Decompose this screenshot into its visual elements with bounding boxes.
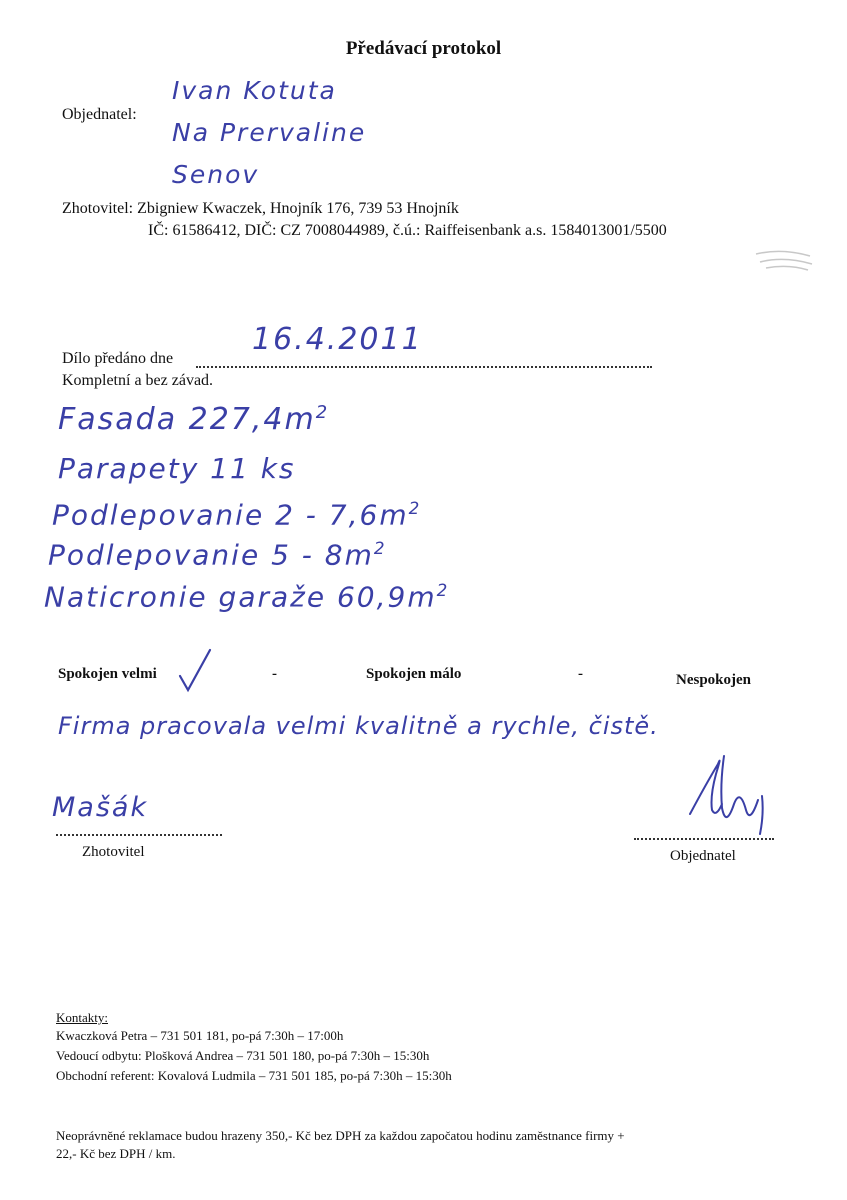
objednatel-signature-line <box>634 838 774 840</box>
customer-comment: Firma pracovala velmi kvalitně a rychle, čistě. <box>58 712 659 740</box>
handover-status: Kompletní a bez závad. <box>62 372 214 389</box>
satisfaction-sep-2: - <box>578 666 583 682</box>
item-3: Podlepovanie $2 - 7,6m^2$ <box>52 498 422 532</box>
smudge-mark <box>752 244 816 274</box>
objednatel-signature-scribble <box>676 744 776 840</box>
objednatel-city: Senov <box>172 160 260 189</box>
contact-line-2: Vedoucí odbytu: Plošková Andrea – 731 501 180, po-pá 7:30h – 15:30h <box>56 1048 430 1063</box>
objednatel-label: Objednatel <box>670 848 736 864</box>
objednatel-name: Ivan Kotuta <box>172 76 337 105</box>
page-title: Předávací protokol <box>345 38 502 59</box>
item-5: Naticronie garaže $60,9m^2$ <box>44 580 450 614</box>
item-1: Fasada $227,4m^2$ <box>58 402 330 437</box>
item-4: Podlepovanie $5 - 8m^2$ <box>48 538 387 572</box>
objednatel-label: Objednatel: <box>62 106 137 123</box>
complaint-note-line-1: Neoprávněné reklamace budou hrazeny 350,- Kč bez DPH za každou započatou hodinu zaměstnance firmy + <box>56 1128 625 1143</box>
zhotovitel-signature-line <box>56 834 222 836</box>
zhotovitel-ids: IČ: 61586412, DIČ: CZ 7008044989, č.ú.: Raiffeisenbank a.s. 1584013001/5500 <box>148 222 667 239</box>
contact-line-1: Kwaczková Petra – 731 501 181, po-pá 7:30h – 17:00h <box>56 1028 344 1043</box>
complaint-note-line-2: 22,- Kč bez DPH / km. <box>56 1146 176 1161</box>
satisfaction-not: Nespokojen <box>676 672 752 688</box>
handover-date: 16.4.2011 <box>252 322 423 357</box>
contact-line-3: Obchodní referent: Kovalová Ludmila – 731 501 185, po-pá 7:30h – 15:30h <box>56 1068 452 1083</box>
date-dotted-line <box>196 366 652 368</box>
contacts-heading: Kontakty: <box>56 1010 108 1025</box>
zhotovitel-signature: Mašák <box>52 792 149 823</box>
zhotovitel-label: Zhotovitel <box>82 844 145 860</box>
satisfaction-very: Spokojen velmi <box>58 666 157 682</box>
check-mark-icon <box>176 646 216 698</box>
satisfaction-sep-1: - <box>272 666 277 682</box>
handover-label: Dílo předáno dne <box>62 350 174 367</box>
item-2: Parapety 11 ks <box>58 452 296 485</box>
zhotovitel-address: Zhotovitel: Zbigniew Kwaczek, Hnojník 176, 739 53 Hnojník <box>62 200 459 217</box>
objednatel-street: Na Prervaline <box>172 118 367 147</box>
satisfaction-little: Spokojen málo <box>366 666 462 682</box>
